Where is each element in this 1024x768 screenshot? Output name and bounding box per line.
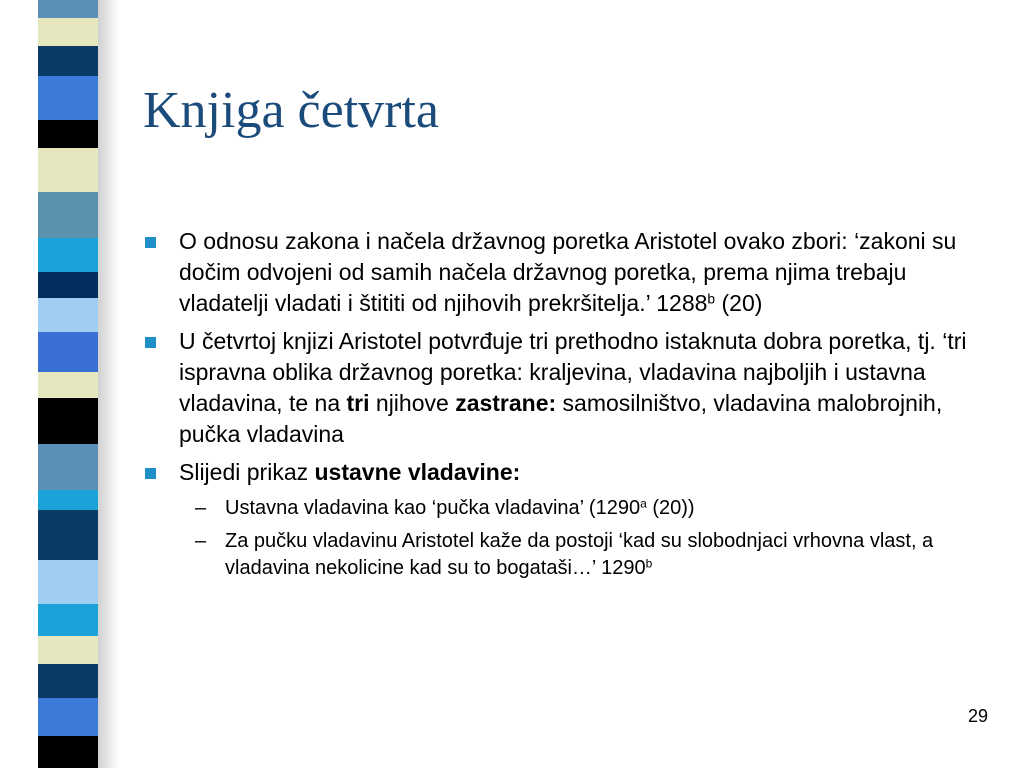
stripe (38, 298, 98, 332)
stripe (38, 272, 98, 298)
bullet-text: (20) (715, 290, 763, 316)
stripe (38, 560, 98, 604)
bullet-text: njihove (369, 390, 456, 416)
stripe (38, 604, 98, 636)
bullet-text: samosilništvo, vladavina malobrojnih, pučka vladavina (179, 390, 943, 447)
bullet-text: U četvrtoj knjizi Aristotel potvrđuje tri prethodno istaknuta dobra poretka, tj. ‘tri ispravna oblika državnog poretka: kraljevina, vladavina najboljih i ustavna vladavina, te na (179, 328, 967, 416)
stripe (38, 18, 98, 46)
stripe (38, 120, 98, 148)
stripe (38, 192, 98, 238)
stripe (38, 664, 98, 698)
page-number: 29 (967, 706, 988, 726)
bullet-item (143, 226, 993, 319)
stripe (38, 148, 98, 192)
stripe (38, 372, 98, 398)
sub-bullet-item (143, 495, 993, 522)
stripe (38, 0, 98, 18)
superscript: b (645, 556, 653, 571)
bullet-text: Slijedi prikaz (179, 459, 315, 485)
dash-marker: – (195, 497, 207, 519)
bullet-item (143, 326, 993, 450)
decorative-stripe-bar (0, 0, 120, 768)
sub-bullet-text: (20)) (646, 497, 695, 519)
dash-marker: – (195, 530, 207, 552)
stripe (38, 698, 98, 736)
slide-title: Knjiga četvrta (143, 82, 439, 139)
stripe-bar-edge (0, 0, 38, 768)
stripe (38, 490, 98, 510)
square-bullet-icon (145, 337, 156, 348)
bold-text: zastrane: (455, 390, 557, 416)
stripe (38, 510, 98, 560)
superscript: b (707, 291, 716, 307)
bold-text: tri (346, 390, 370, 416)
slide-content (143, 226, 993, 588)
square-bullet-icon (145, 468, 156, 479)
sub-bullet-item (143, 528, 993, 582)
sub-bullet-text: Za pučku vladavinu Aristotel kaže da postoji ‘kad su slobodnjaci vrhovna vlast, a vladavina nekolicine kad su to bogataši…’ 1290 (225, 530, 934, 579)
superscript: a (640, 496, 647, 511)
stripe (38, 332, 98, 372)
stripe (38, 736, 98, 768)
stripe (38, 76, 98, 120)
stripe (38, 46, 98, 76)
bullet-item (143, 457, 993, 488)
stripe (38, 238, 98, 272)
stripe (38, 444, 98, 490)
sub-bullet-text: Ustavna vladavina kao ‘pučka vladavina’ (1290 (225, 497, 641, 519)
bold-text: ustavne vladavine: (314, 459, 521, 485)
stripe (38, 398, 98, 444)
square-bullet-icon (145, 237, 156, 248)
stripe (38, 636, 98, 664)
bullet-text: O odnosu zakona i načela državnog poretka Aristotel ovako zbori: ‘zakoni su dočim odvojeni od samih načela državnog poretka, prema njima trebaju vladatelji vladati i štititi od njihovih prekršitelja.’ 1288 (179, 228, 957, 316)
